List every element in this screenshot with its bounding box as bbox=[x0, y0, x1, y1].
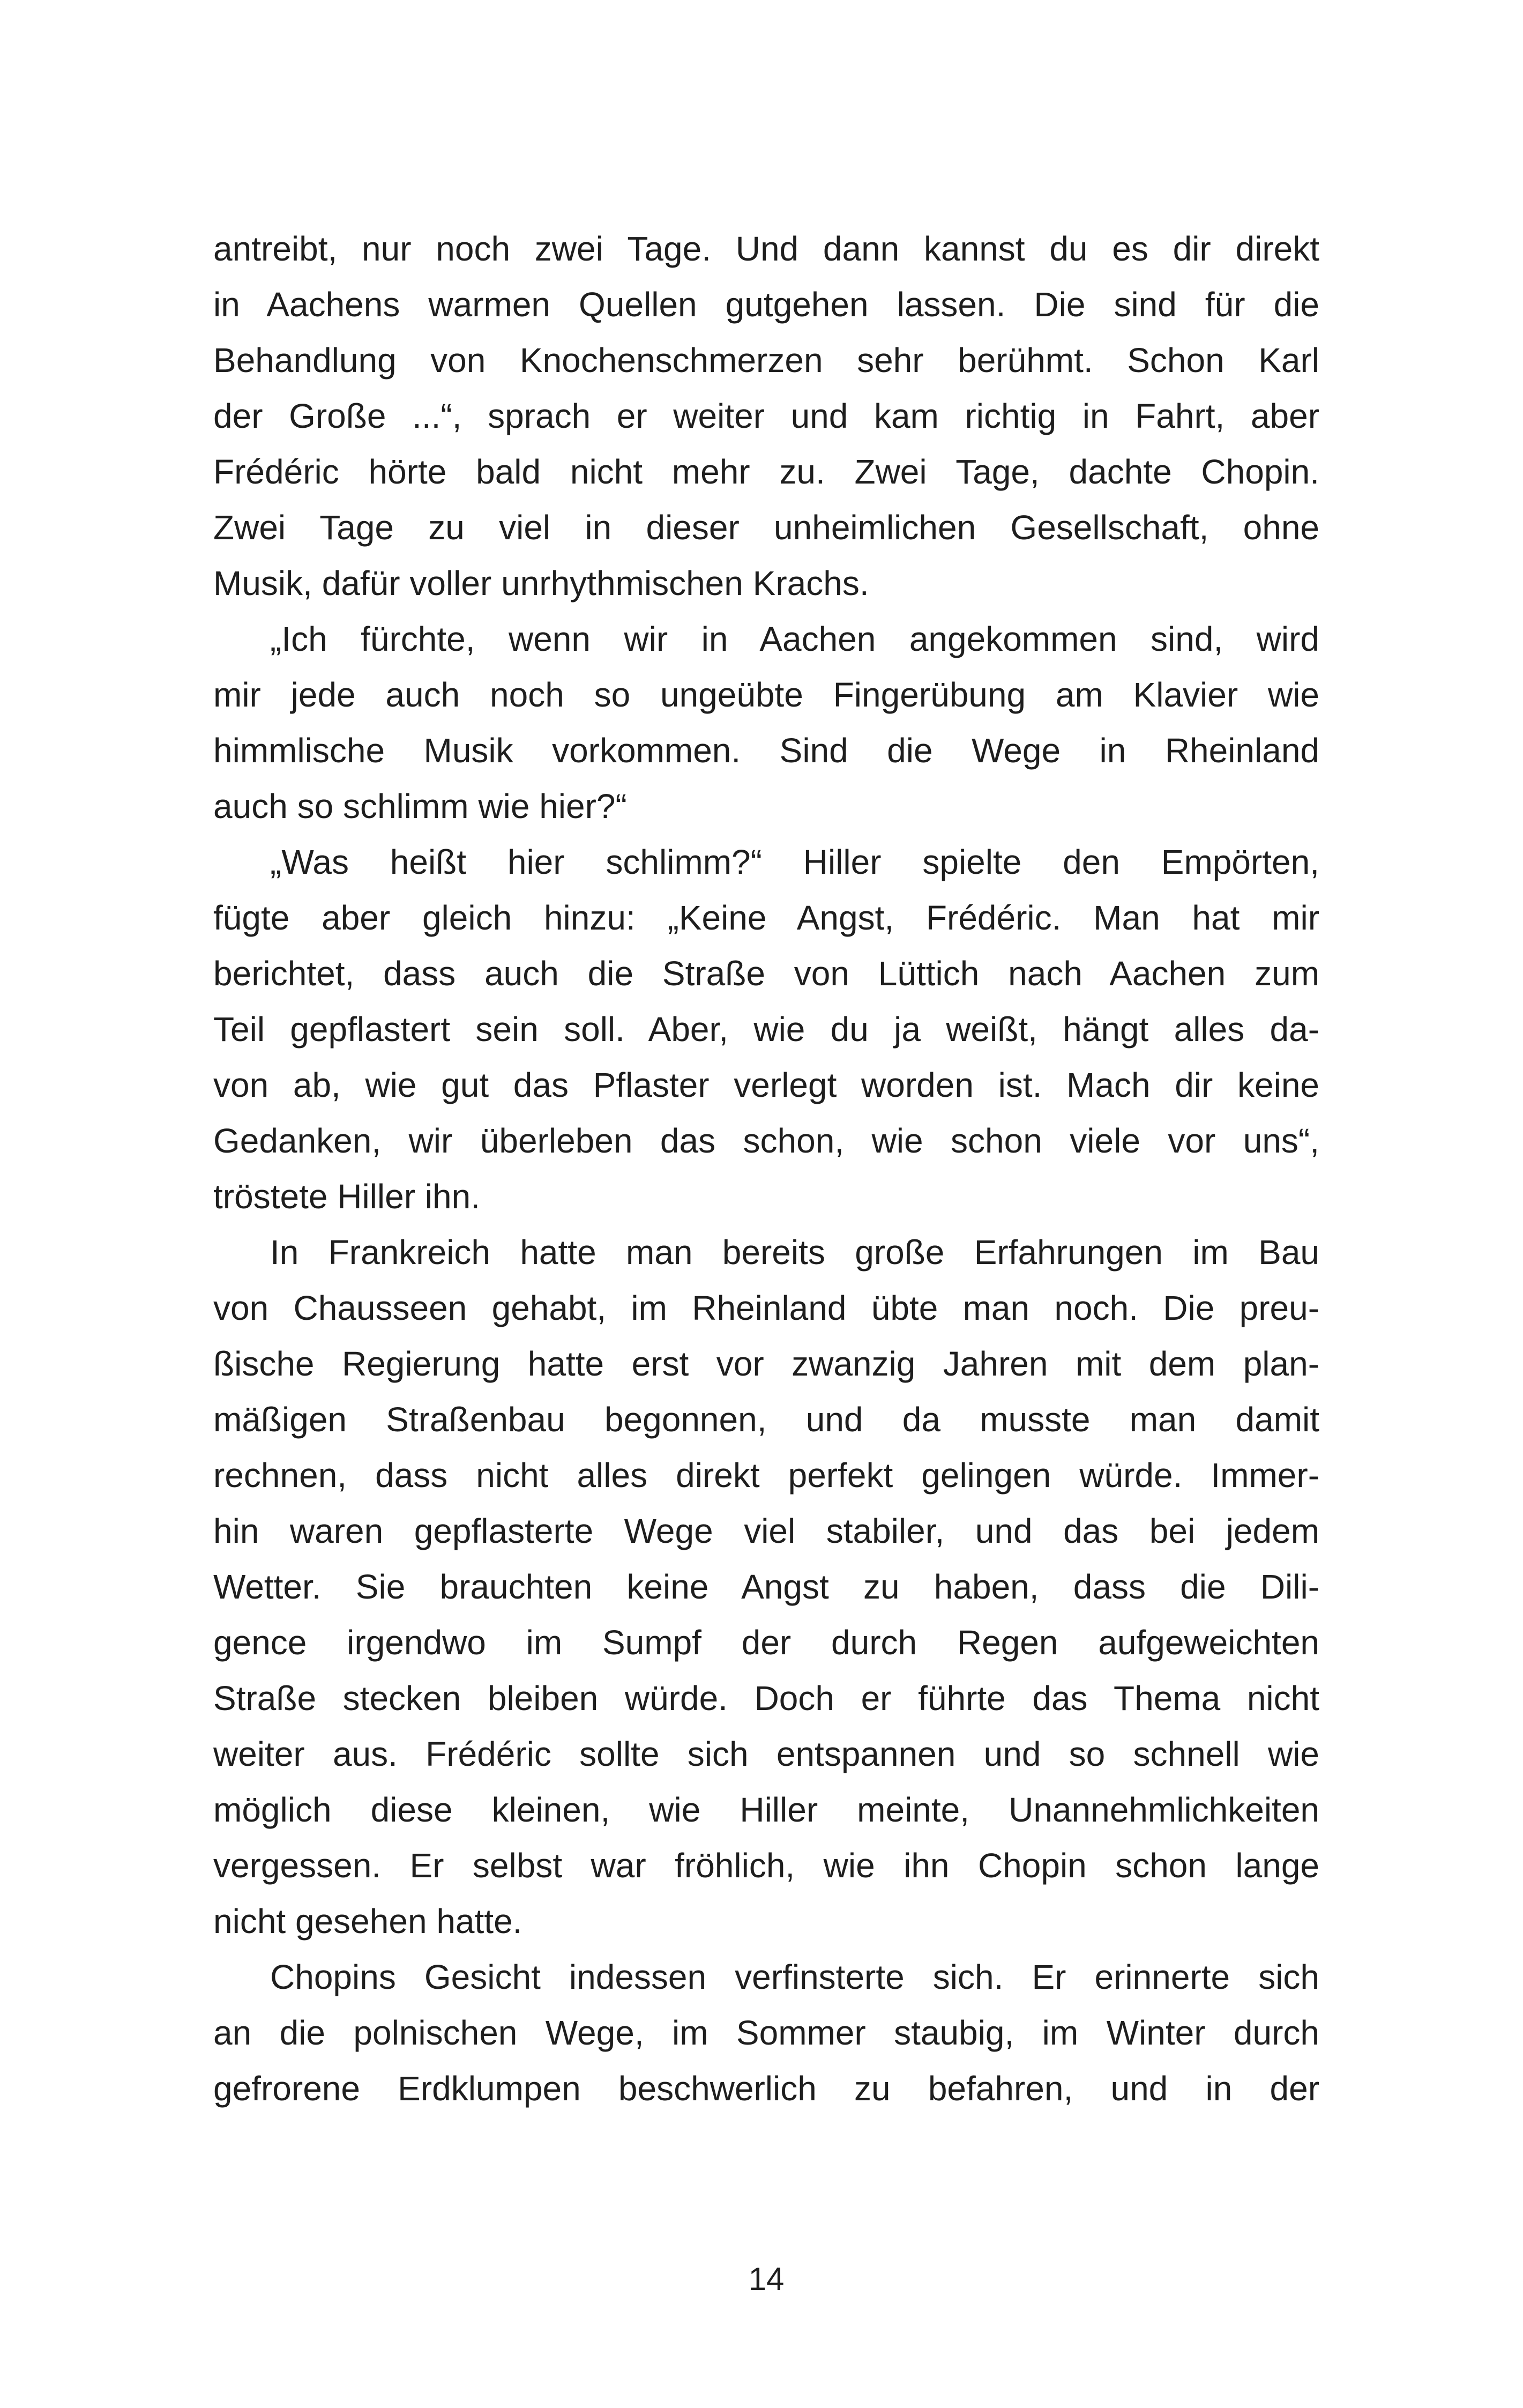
text-line: „Was heißt hier schlimm?“ Hiller spielte den Empörten, bbox=[270, 843, 1319, 881]
text-line: Teil gepflastert sein soll. Aber, wie du ja weißt, hängt alles da- bbox=[213, 1010, 1319, 1049]
text-line: möglich diese kleinen, wie Hiller meinte, Unannehmlichkeiten bbox=[213, 1790, 1319, 1829]
text-line: in Aachens warmen Quellen gutgehen lassen. Die sind für die bbox=[213, 285, 1319, 324]
text-line: mäßigen Straßenbau begonnen, und da musste man damit bbox=[213, 1400, 1319, 1439]
text-line: gefrorene Erdklumpen beschwerlich zu befahren, und in der bbox=[213, 2069, 1319, 2108]
text-line: ßische Regierung hatte erst vor zwanzig Jahren mit dem plan- bbox=[213, 1344, 1319, 1383]
text-line: Straße stecken bleiben würde. Doch er führte das Thema nicht bbox=[213, 1679, 1319, 1718]
text-line: himmlische Musik vorkommen. Sind die Wege in Rheinland bbox=[213, 731, 1319, 770]
text-line: von Chausseen gehabt, im Rheinland übte man noch. Die preu- bbox=[213, 1289, 1319, 1327]
text-line: vergessen. Er selbst war fröhlich, wie ihn Chopin schon lange bbox=[213, 1846, 1319, 1885]
text-line: Zwei Tage zu viel in dieser unheimlichen Gesellschaft, ohne bbox=[213, 508, 1319, 547]
text-line: nicht gesehen hatte. bbox=[213, 1902, 522, 1941]
text-line: von ab, wie gut das Pflaster verlegt worden ist. Mach dir keine bbox=[213, 1066, 1319, 1104]
text-line: Frédéric hörte bald nicht mehr zu. Zwei Tage, dachte Chopin. bbox=[213, 452, 1319, 491]
text-line: tröstete Hiller ihn. bbox=[213, 1177, 480, 1216]
text-line: gence irgendwo im Sumpf der durch Regen aufgeweichten bbox=[213, 1623, 1319, 1662]
text-block bbox=[213, 221, 1319, 2116]
text-line: Musik, dafür voller unrhythmischen Krachs. bbox=[213, 564, 869, 603]
text-line: an die polnischen Wege, im Sommer staubig, im Winter durch bbox=[213, 2013, 1319, 2052]
text-line: In Frankreich hatte man bereits große Erfahrungen im Bau bbox=[270, 1233, 1319, 1272]
text-line: rechnen, dass nicht alles direkt perfekt gelingen würde. Immer- bbox=[213, 1456, 1319, 1495]
text-line: Gedanken, wir überleben das schon, wie schon viele vor uns“, bbox=[213, 1121, 1319, 1160]
text-line: fügte aber gleich hinzu: „Keine Angst, Frédéric. Man hat mir bbox=[213, 898, 1319, 937]
text-line: der Große ...“, sprach er weiter und kam richtig in Fahrt, aber bbox=[213, 397, 1319, 435]
text-line: hin waren gepflasterte Wege viel stabiler, und das bei jedem bbox=[213, 1512, 1319, 1550]
text-line: „Ich fürchte, wenn wir in Aachen angekommen sind, wird bbox=[270, 620, 1319, 658]
text-line: berichtet, dass auch die Straße von Lüttich nach Aachen zum bbox=[213, 954, 1319, 993]
text-line: Chopins Gesicht indessen verfinsterte sich. Er erinnerte sich bbox=[270, 1958, 1319, 1996]
text-line: antreibt, nur noch zwei Tage. Und dann kannst du es dir direkt bbox=[213, 229, 1319, 268]
text-line: Behandlung von Knochenschmerzen sehr berühmt. Schon Karl bbox=[213, 341, 1319, 380]
text-line: weiter aus. Frédéric sollte sich entspannen und so schnell wie bbox=[213, 1735, 1319, 1773]
text-line: auch so schlimm wie hier?“ bbox=[213, 787, 627, 826]
text-line: mir jede auch noch so ungeübte Fingerübung am Klavier wie bbox=[213, 675, 1319, 714]
text-line: Wetter. Sie brauchten keine Angst zu haben, dass die Dili- bbox=[213, 1567, 1319, 1606]
page-number: 14 bbox=[748, 2261, 785, 2297]
